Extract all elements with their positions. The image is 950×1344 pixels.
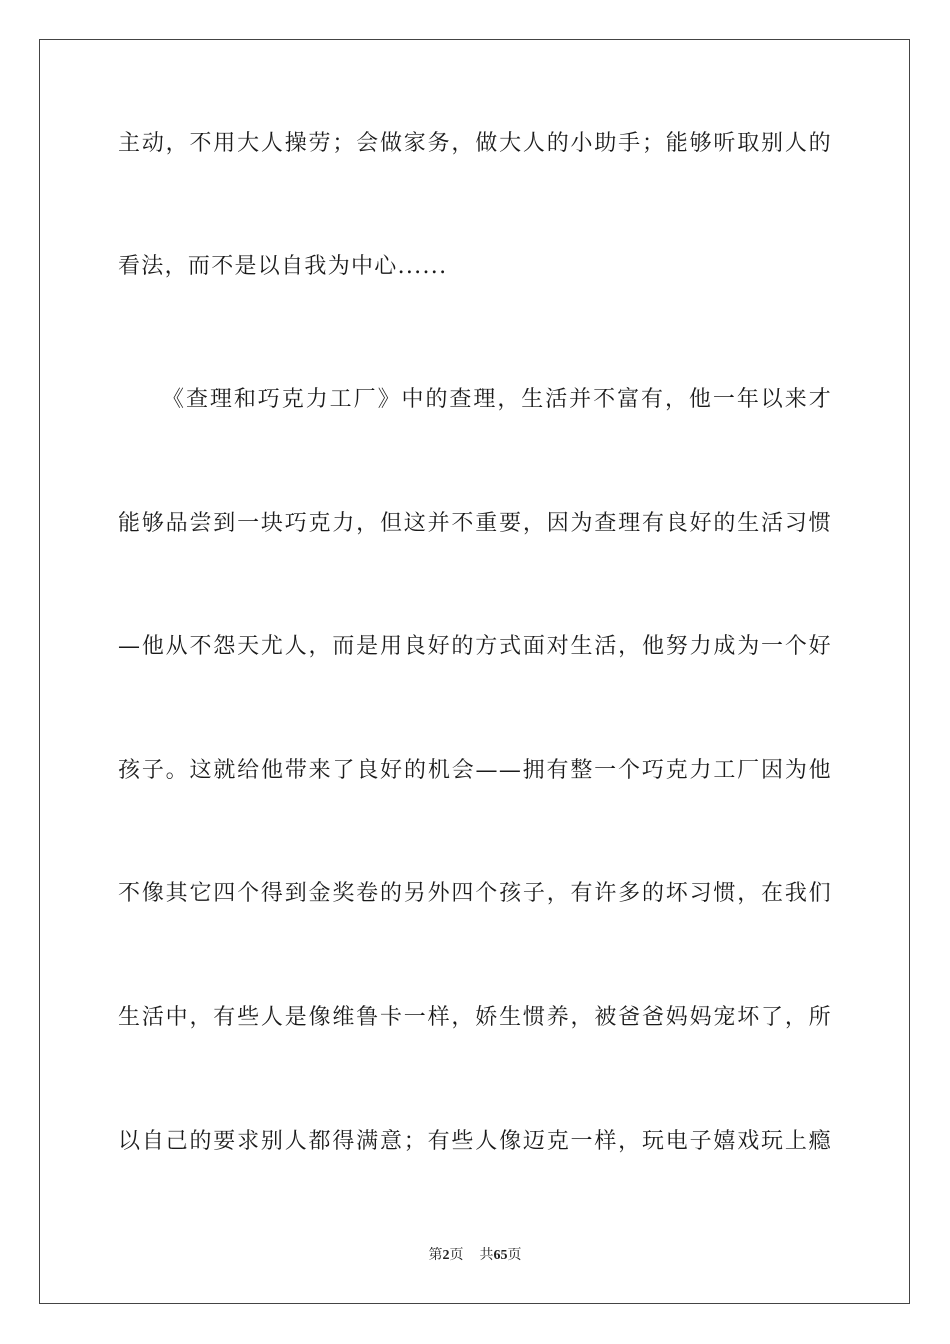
text-line-4: 能够品尝到一块巧克力，但这并不重要，因为查理有良好的生活习惯 (118, 511, 832, 536)
page-prefix: 第 (428, 1247, 443, 1263)
text-line-8: 生活中，有些人是像维鲁卡一样，娇生惯养，被爸爸妈妈宠坏了，所 (118, 1005, 832, 1030)
page-footer (0, 1245, 950, 1266)
text-line-3: 《查理和巧克力工厂》中的查理，生活并不富有，他一年以来才 (162, 387, 832, 412)
total-prefix: 共 (479, 1247, 494, 1263)
text-line-6: 孩子。这就给他带来了良好的机会——拥有整一个巧克力工厂因为他 (118, 758, 832, 783)
page-border (39, 39, 910, 1304)
page-suffix: 页 (449, 1247, 464, 1263)
text-line-7: 不像其它四个得到金奖卷的另外四个孩子，有许多的坏习惯，在我们 (118, 881, 832, 906)
text-line-1: 主动，不用大人操劳；会做家务，做大人的小助手；能够听取别人的 (118, 131, 832, 156)
text-line-5: —他从不怨天尤人，而是用良好的方式面对生活，他努力成为一个好 (118, 634, 832, 659)
total-pages: 65 (493, 1248, 508, 1263)
page-number: 2 (442, 1248, 450, 1263)
text-line-9: 以自己的要求别人都得满意；有些人像迈克一样，玩电子嬉戏玩上瘾 (118, 1129, 832, 1154)
total-suffix: 页 (507, 1247, 522, 1263)
text-line-2: 看法，而不是以自我为中心...... (118, 254, 448, 279)
